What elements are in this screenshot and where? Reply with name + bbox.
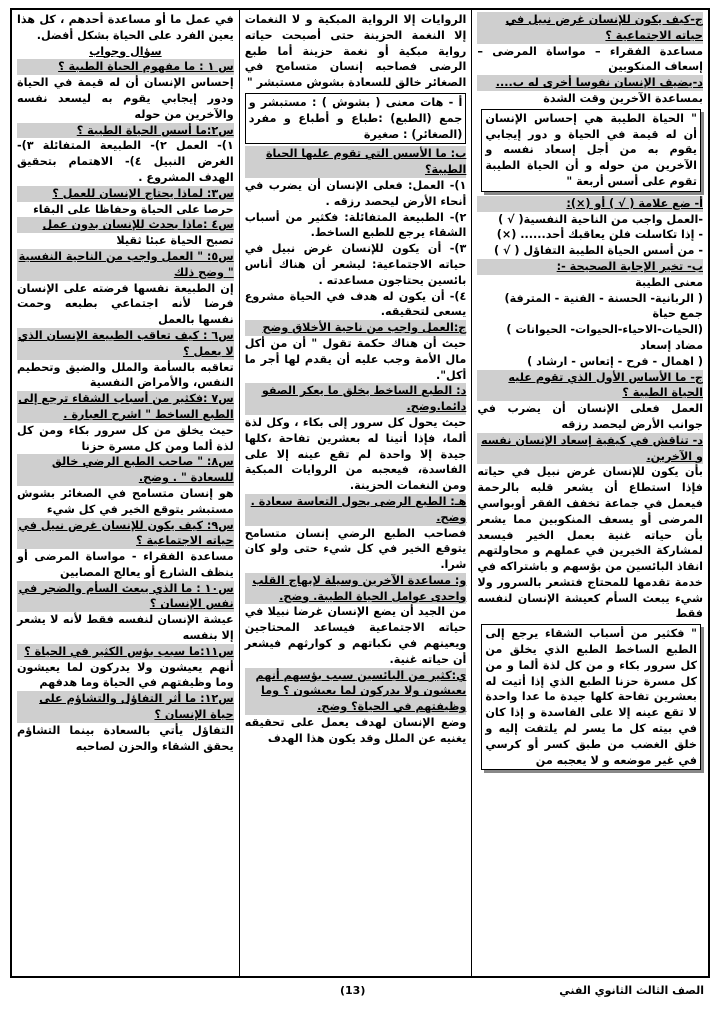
answer: بمساعدة الآخرين وقت الشدة bbox=[543, 91, 703, 105]
passage-text: في عمل ما أو مساعدة أحدهم ، كل هذا يعين الفرد على الحياة بشكل أفضل. bbox=[17, 13, 234, 42]
question: ج:العمل واجب من ناحية الأخلاق وضح bbox=[245, 320, 467, 336]
vocab-box bbox=[245, 93, 467, 144]
qa-answer: إحساس الإنسان أن له قيمة في الحياة ودور إيجابي يقوم به ليسعد نفسه والآخرين من حوله bbox=[17, 76, 234, 121]
question: ج-كيف يكون للإنسان غرض نبيل في حياته الاجتماعية ؟ bbox=[477, 12, 703, 44]
exercise-item: ( الربانية- الحسنة - الفنية - المترفة) bbox=[504, 291, 703, 305]
exercise-title: أ- ضع علامة ( √ ) أو (×): bbox=[477, 196, 703, 212]
qa-question: س١٠ : ما الذي يبعث السأم والضجر في نفس الإنسان ؟ bbox=[18, 581, 234, 611]
qa-answer: التفاؤل يأتي بالسعادة بينما التشاؤم يحقق الشقاء والحزن لصاحبه bbox=[17, 723, 234, 753]
question: د- تناقش في كيفية إسعاد الإنسان نفسه و الآخرين. bbox=[477, 433, 703, 465]
qa-answer: تصبح الحياة عبئا ثقيلا bbox=[116, 234, 234, 248]
qa-question: س ١ : ما مفهوم الحياة الطيبة ؟ bbox=[17, 59, 234, 75]
exercise-item: معنى الطيبة bbox=[635, 275, 703, 289]
answer: بأن يكون للإنسان غرض نبيل في حياته فإذا استطاع أن يشعر قلبه بالرحمة فيعمل في جماعة تخفف الفقر أوبواسي المرضى أو يسعف المنكوبين مما يشعر بأن حياته غنية بعمل الخير فيسعد لمشاركة الخيرين في عملهم و محاولتهم انقاذ البائسين من بؤسهم و باشتراكه في خدمة تقدمها للمحتاج فتشعر بالسرور ولا شيء يبعث السأم كعيشة الإنسان لنفسه فقط bbox=[477, 465, 703, 621]
answer-item: ٤)- أن يكون له هدف في الحياة مشروع يسعى لتحقيقه. bbox=[244, 289, 467, 319]
qa-question: س٢:ما أسس الحياة الطيبة ؟ bbox=[17, 123, 234, 139]
exercise-item: مضاد إسعاد bbox=[640, 338, 703, 352]
qa-question: س٦ : كيف تعاقب الطبيعة الإنسان الذي لا يعمل ؟ bbox=[17, 328, 234, 358]
grade-label: الصف الثالث الثانوي الفني bbox=[559, 984, 704, 997]
qa-question: س١٢: ما أثر التفاؤل والتشاؤم على حياة الإنسان ؟ bbox=[17, 691, 234, 723]
quote-box bbox=[481, 109, 701, 192]
page-number: (13) bbox=[340, 984, 366, 997]
qa-answer: حرصا على الحياة وحفاظا على البقاء bbox=[33, 202, 234, 216]
qa-answer: مساعدة الفقراء - مواساة المرضى أو ينظف الشارع أو يعالج المصابين bbox=[17, 550, 234, 579]
exercise-item: -العمل واجب من الناحية النفسية( √ ) bbox=[498, 212, 703, 226]
quote-text: " فكثير من أسباب الشقاء يرجع إلى الطبع الساخط الطبع الذي يخلق من كل سرور بكاء و من كل لذة ألما و من كل مسرة حزنا الطبع الذي إذا أتيت له بعشرين تفاحة كلها جيدة ما عدا واحدة لا تقع عينه إلا على الفاسدة و إذا كان في بيته كل ما يسر لم يلتفت إليه و خلق الغضب من طبق كسر أو كرسي في غير موضعه و لا يعجبه من bbox=[485, 627, 697, 767]
answer: من الجيد أن يضع الإنسان غرضا نبيلا في حياته الاجتماعية فيساعد المحتاجين ويعينهم في نكباتهم و كوارثهم فيشعر أن حياته غنية. bbox=[244, 605, 467, 666]
question: د-يضيف الإنسان نفوسا أخرى له ب.... bbox=[477, 75, 703, 91]
qa-answer: حيث يخلق من كل سرور بكاء ومن كل لذة ألما ومن كل مسرة حزنا bbox=[17, 423, 234, 453]
question: و: مساعدة الآخرين وسيلة لإبهاج القلب واحدى عوامل الحياة الطيبة. وضح. bbox=[245, 573, 467, 605]
answer: حيث يحول كل سرور إلى بكاء ، وكل لذة ألما، فإذا أتينا له بعشرين تفاحة ،كلها جيدة إلا واحدة لم تقع عينه إلا على الفاسدة، فيعجبه من الروايات المبكية ومن النغمات الحزينة. bbox=[244, 415, 467, 493]
question: ي:كثير من البائسين سبب بؤسهم أنهم يعيشون ولا يدركون لما يعيشون ؟ وما وظيفتهم في الحياة؟ وضح. bbox=[245, 668, 467, 715]
qa-question: س٥: " العمل واجب من الناحية النفسية " وضح ذلك bbox=[18, 249, 234, 279]
qa-answer: ١)- العمل ٢)- الطبيعة المتفائلة ٣)- الغرض النبيل ٤)- الاهتمام بتحقيق الهدف المشروع . bbox=[17, 139, 234, 184]
qa-question: س٨: " صاحب الطبع الرضي خالق للسعادة " . وضح. bbox=[17, 454, 234, 486]
exercise-item: - من أسس الحياة الطيبة التفاؤل ( √ ) bbox=[494, 244, 703, 258]
answer: وضع الإنسان لهدف يعمل على تحقيقه يغنيه عن الملل وقد يكون هذا الهدف bbox=[244, 716, 467, 745]
answer-item: ٣)- أن يكون للإنسان غرض نبيل في حياته الاجتماعية: ليشعر أن هناك أناس بائسين يحتاجون مساعدته . bbox=[244, 242, 467, 287]
exercise-item: - إذا تكاسلت فلن يعاقبك أحد...... (×) bbox=[496, 228, 703, 242]
qa-answer: عيشة الإنسان لنفسه فقط لأنه لا يشعر إلا بنفسه bbox=[17, 613, 234, 643]
qa-answer: هو إنسان متسامح في الصغائر بشوش مستبشر يتوقع الخير في كل شيء bbox=[17, 486, 234, 516]
question: هـ: الطبع الرضى يحول التعاسة سعادة . وضح. bbox=[245, 494, 467, 526]
question: ب: ما الأسس التي تقوم عليها الحياة الطيبة؟ bbox=[245, 146, 467, 178]
column-right bbox=[471, 10, 708, 976]
exercise-item: (الحيات-الاحياء-الحيوات- الحيوانات ) bbox=[506, 323, 703, 337]
quote-text: " الحياة الطيبة هي إحساس الإنسان أن له قيمة في الحياة و دور إيجابي يقوم به من أجل إسعاد نفسه و الآخرين من حوله و أن الحياة الطيبة تقوم على أسس أربعة " bbox=[485, 111, 697, 188]
passage-text: الروايات إلا الرواية المبكية و لا النغمات إلا النغمة الحزينة حتى أصبحت حياته رواية مبكية أو نغمة حزينة أما طبع الرضى فصاحبه إنسان متسامح في الصغائر خالق للسعادة بشوش مستبشر " bbox=[244, 13, 467, 90]
qa-question: س١١:ما سبب بؤس الكثير في الحياة ؟ bbox=[17, 644, 234, 660]
question: ج- ما الأساس الأول الذي تقوم عليه الحياة الطيبة ؟ bbox=[477, 370, 703, 402]
qa-question: س٤ :ماذا يحدث للإنسان بدون عمل bbox=[17, 217, 234, 233]
vocab-text: أ - هات معنى ( بشوش ) : مستبشر و جمع (الطبع) :طباع و أطباع و مفرد (الصغائر) : صغيرة bbox=[248, 95, 463, 141]
qa-question: س٣: لماذا يحتاج الإنسان للعمل ؟ bbox=[17, 186, 234, 202]
quote-box bbox=[481, 624, 701, 770]
answer: حيث أن هناك حكمة تقول " أن من أكل مال الأمة وجب عليه أن يقدم لها أجر ما أكل". bbox=[244, 336, 467, 382]
column-left bbox=[12, 10, 239, 976]
answer-item: ٢)- الطبيعة المتفائلة: فكثير من أسباب الشقاء يرجع للطبع الساخط. bbox=[244, 210, 467, 240]
question: د: الطبع الساخط يخلق ما يعكر الصفو دائما.وضح. bbox=[245, 383, 467, 415]
answer-item: ١)- العمل: فعلى الإنسان أن يضرب في أنحاء الأرض ليحصد رزقه . bbox=[244, 178, 467, 208]
exercise-title: ب- تخير الإجابة الصحيحة -: bbox=[477, 259, 703, 275]
exercise-item: جمع حياة bbox=[652, 307, 703, 321]
qa-question: س٧ :فكثير من أسباب الشقاء ترجع إلى الطبع الساخط " اشرح العبارة . bbox=[18, 392, 234, 421]
section-title: سؤال وجواب bbox=[89, 44, 162, 58]
answer: العمل فعلى الإنسان أن يضرب في جوانب الأرض ليحصد رزقه bbox=[477, 402, 703, 431]
page-footer bbox=[10, 978, 710, 1008]
qa-answer: تعاقبه بالسأمة والملل والضيق وتحطيم النفس، والأمراض النفسية bbox=[17, 360, 234, 390]
answer: مساعدة الفقراء – مواساة المرضى – إسعاف المنكوبين bbox=[477, 44, 703, 74]
column-middle bbox=[239, 10, 472, 976]
answer: فصاحب الطبع الرضي إنسان متسامح يتوقع الخير في كل شيء حتى ولو كان شرا. bbox=[244, 526, 467, 572]
exercise-item: ( اهمال - فرح - إتعاس - ارشاد ) bbox=[527, 354, 703, 368]
qa-answer: إن الطبيعة نفسها فرضته على الإنسان فرضا لأنه اجتماعي بطبعه وحمت نفسها بالعمل bbox=[17, 281, 234, 327]
qa-question: س٩: كيف يكون للإنسان غرض نبيل في حياته الاجتماعية ؟ bbox=[18, 518, 234, 548]
worksheet-page bbox=[10, 8, 710, 978]
qa-answer: أنهم يعيشون ولا يدركون لما يعيشون وما وظيفتهم في الحياة وما هدفهم bbox=[17, 660, 234, 690]
